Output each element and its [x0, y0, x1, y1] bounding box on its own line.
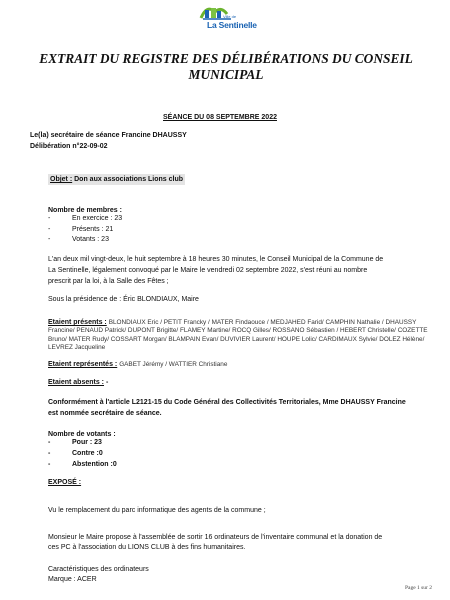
title-line-2: MUNICIPAL	[188, 67, 264, 82]
deliberation-number: Délibération n°22-09-02	[30, 143, 108, 150]
expose-paragraph-2-line: Monsieur le Maire propose à l'assemblée de sortir 16 ordinateurs de l'inventaire communal et la donation de	[48, 534, 383, 541]
list-item: - Abstention :0	[48, 461, 117, 468]
expose-paragraph-1: Vu le remplacement du parc informatique des agents de la commune ;	[48, 507, 266, 514]
presents-line: BLONDIAUX Eric / PETIT Francky / MATER Findaouce / MEDJAHED Farid/ CAMPHIN Nathalie / DHAUSSY	[108, 319, 417, 326]
conformement-paragraph	[48, 398, 406, 420]
logo-name: La Sentinelle	[207, 20, 257, 30]
paragraph-1-line: L'an deux mil vingt-deux, le huit septembre à 18 heures 30 minutes, le Conseil Municipal de la Commune de	[48, 256, 384, 263]
objet-line	[48, 174, 185, 185]
expose-paragraph-2	[48, 533, 382, 553]
expose-label: EXPOSÉ :	[48, 479, 82, 486]
presidence-line: Sous la présidence de : Éric BLONDIAUX, Maire	[48, 296, 199, 303]
representes-line	[48, 360, 227, 370]
seance-date: SÉANCE DU 08 SEPTEMBRE 2022	[163, 114, 277, 121]
page-footer: Page 1 sur 2	[404, 585, 432, 591]
paragraph-1	[48, 255, 383, 288]
membres-list	[48, 214, 122, 246]
list-item: - Pour : 23	[48, 439, 102, 446]
conformement-line: Conformément à l'article L2121-15 du Code Général des Collectivités Territoriales, Mme DHAUSSY Francine	[48, 399, 406, 406]
marque-line: Marque : ACER	[48, 576, 97, 583]
document-title	[20, 51, 432, 83]
objet-label: Objet :	[50, 176, 73, 183]
conformement-line: est nommée secrétaire de séance.	[48, 410, 162, 417]
logo-small-text: Ville de	[223, 14, 237, 19]
expose-paragraph-2-line: ces PC à l'association du LIONS CLUB à des fins humanitaires.	[48, 544, 246, 551]
list-item: - Votants : 23	[48, 236, 109, 243]
absents-line	[48, 378, 108, 387]
logo-emblem-icon	[193, 2, 255, 22]
caracteristiques-line: Caractéristiques des ordinateurs	[48, 566, 149, 573]
list-item: - Contre :0	[48, 450, 103, 457]
representes-text: GABET Jérémy / WATTIER Christiane	[119, 361, 228, 368]
presents-line: LEVREZ Jacqueline	[48, 344, 106, 352]
objet-text: Don aux associations Lions club	[74, 176, 184, 183]
representes-label: Etaient représentés :	[48, 361, 118, 368]
presents-block	[48, 318, 428, 353]
list-item: - Présents : 21	[48, 225, 114, 233]
nombre-membres-label: Nombre de membres :	[48, 207, 122, 214]
absents-label: Etaient absents :	[48, 379, 105, 386]
paragraph-1-line: prescrit par la loi, à la Salle des Fêtes ;	[48, 278, 169, 285]
absents-text: -	[104, 379, 109, 386]
presents-line: Bruno/ MATER Rudy/ COSSART Morgan/ BLAMPAIN Evan/ DUVIVIER Laurent/ HOUPE Lolic/ CARDIMAUX Sylvie/ DOLEZ Hélène/	[48, 335, 425, 343]
votants-list	[48, 438, 117, 471]
list-item: - En exercice : 23	[48, 215, 123, 222]
secretaire-line: Le(la) secrétaire de séance Francine DHAUSSY	[30, 132, 187, 139]
presents-label: Etaient présents :	[48, 319, 107, 326]
nombre-votants-label: Nombre de votants :	[48, 431, 116, 438]
paragraph-1-line: La Sentinelle, légalement convoqué par le Maire le vendredi 02 septembre 2022, s'est réuni au nombre	[48, 267, 368, 274]
title-line-1: EXTRAIT DU REGISTRE DES DÉLIBÉRATIONS DU CONSEIL	[39, 51, 413, 66]
town-logo	[193, 2, 255, 36]
presents-line: Francine/ PENAUD Patrick/ DUPONT Brigitte/ FLAMEY Martine/ ROCQ Gilles/ ROSSANO Sébastien / HEBERT Christelle/ COZETTE	[48, 327, 428, 334]
